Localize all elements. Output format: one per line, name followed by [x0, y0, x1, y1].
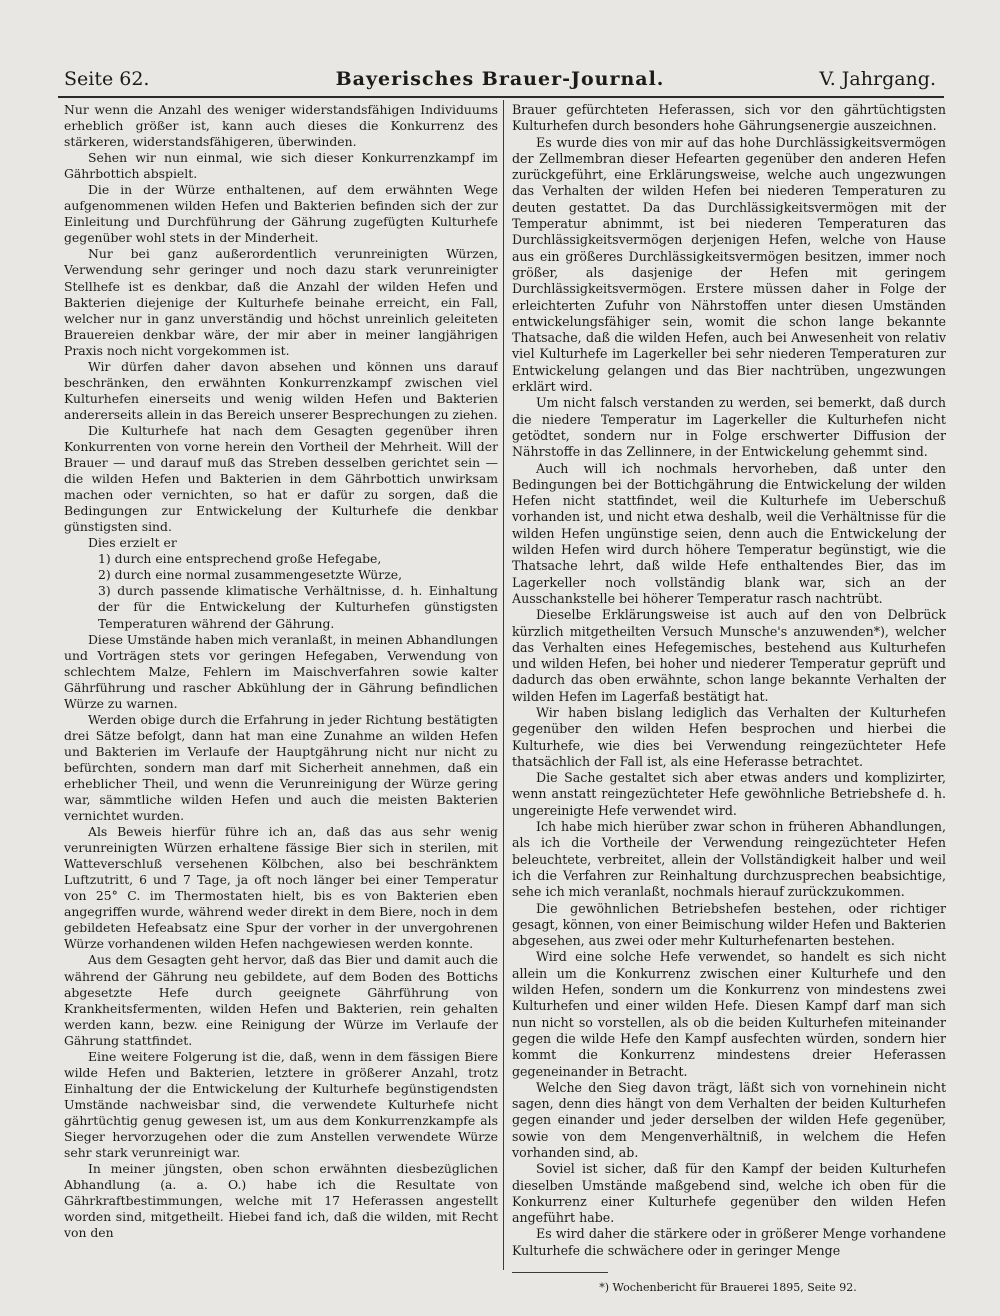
paragraph: Werden obige durch die Erfahrung in jeder Richtung bestätigten drei Sätze befolgt, dann hat man eine Zunahme an wilden Hefen und Bakterien im Verlaufe der Hauptgährung nicht nur nicht zu befürchten, sondern man darf mit Sicherheit annehmen, daß ein erheblicher Theil, und wenn die Verunreinigung der Würze gering war, sämmtliche wilden Hefen und auch die meisten Bakterien vernichtet wurden.: [64, 711, 498, 824]
paragraph: Die Kulturhefe hat nach dem Gesagten gegenüber ihren Konkurrenten von vorne herein den Vortheil der Mehrheit. Will der Brauer — und darauf muß das Streben desselben gerichtet sein — die wilden Hefen und Bakterien in dem Gährbottich unwirksam machen oder vernichten, so hat er dafür zu sorgen, daß die Bedingungen zur Entwickelung der Kulturhefe die denkbar günstigsten sind.: [64, 422, 498, 535]
paragraph: Dieselbe Erklärungsweise ist auch auf den von Delbrück kürzlich mitgetheilten Versuch Munsche's anzuwenden*), welcher das Verhalten eines Hefegemisches, bestehend aus Kulturhefen und wilden Hefen, bei hoher und niederer Temperatur geprüft und dadurch das oben erwähnte, schon lange bekannte Verhalten der wilden Hefen im Lagerfaß bestätigt hat.: [512, 607, 946, 704]
list-item: 2) durch eine normal zusammengesetzte Würze,: [98, 567, 403, 583]
footnote: *) Wochenbericht für Brauerei 1895, Seite 92.: [599, 1281, 857, 1294]
volume-label: V. Jahrgang.: [819, 68, 936, 90]
paragraph: Diese Umstände haben mich veranlaßt, in meinen Abhandlungen und Vorträgen stets vor geringen Hefegaben, Verwendung von schlechtem Malze, Fehlern im Maischverfahren sowie kalter Gährführung und rascher Abkühlung der in Gährung befindlichen Würze zu warnen.: [64, 631, 498, 711]
paragraph: Brauer gefürchteten Heferassen, sich vor den gährtüchtigsten Kulturhefen durch besonders hohe Gährungsenergie auszeichnen.: [512, 102, 946, 134]
paragraph: Welche den Sieg davon trägt, läßt sich von vornehinein nicht sagen, denn dies hängt von dem Verhalten der beiden Kulturhefen gegen einander und jeder derselben der wilden Hefe gegenüber, sowie von dem Mengenverhältniß, in welchem die Hefen vorhanden sind, ab.: [512, 1079, 946, 1160]
paragraph: Sehen wir nun einmal, wie sich dieser Konkurrenzkampf im Gährbottich abspielt.: [64, 150, 498, 182]
left-column: [64, 102, 498, 1262]
right-column: [512, 102, 946, 1262]
paragraph: Es wurde dies von mir auf das hohe Durchlässigkeitsvermögen der Zellmembran dieser Hefearten gegenüber den anderen Hefen zurückgeführt, eine Erklärungsweise, welche auch ungezwungen das Verhalten der wilden Hefen bei niederen Temperaturen zu deuten gestattet. Da das Durchlässigkeitsvermögen mit der Temperatur abnimmt, ist bei niederen Temperaturen das Durchlässigkeitsvermögen derjenigen Hefen, welche von Hause aus ein größeres Durchlässigkeitsvermögen besitzen, immer noch größer, als dasjenige der Hefen mit geringem Durchlässigkeitsvermögen. Erstere müssen daher in Folge der erleichterten Zufuhr von Nährstoffen unter diesen Umständen entwickelungsfähiger sein, womit die schon lange bekannte Thatsache, daß die wilden Hefen, auch bei Anwesenheit von relativ viel Kulturhefe im Lagerkeller bei sehr niederen Temperaturen zur Entwickelung gelangen und das Bier nachtrüben, ungezwungen erklärt wird.: [512, 134, 946, 395]
paragraph: Die gewöhnlichen Betriebshefen bestehen, oder richtiger gesagt, können, von einer Beimischung wilder Hefen und Bakterien abgesehen, aus zwei oder mehr Kulturhefenarten bestehen.: [512, 900, 946, 949]
list-item: 1) durch eine entsprechend große Hefegabe,: [98, 551, 382, 567]
paragraph: Eine weitere Folgerung ist die, daß, wenn in dem fässigen Biere wilde Hefen und Bakterien, letztere in größerer Anzahl, trotz Einhaltung der die Entwickelung der Kulturhefe begünstigendsten Umstände nachweisbar sind, die verwendete Kulturhefe nicht gährtüchtig genug gewesen ist, um aus dem Konkurrenzkampfe als Sieger hervorzugehen oder die zum Anstellen verwendete Würze sehr stark verunreinigt war.: [64, 1048, 498, 1161]
paragraph: Nur bei ganz außerordentlich verunreinigten Würzen, Verwendung sehr geringer und noch dazu stark verunreinigter Stellhefe ist es denkbar, daß die Anzahl der wilden Hefen und Bakterien diejenige der Kulturhefe beinahe erreicht, ein Fall, welcher nur in ganz unverständig und höchst unreinlich geleiteten Brauereien denkbar wäre, der mir aber in meiner langjährigen Praxis noch nicht vorgekommen ist.: [64, 246, 498, 358]
paragraph: Dies erzielt er: [88, 535, 177, 551]
paragraph: Die Sache gestaltet sich aber etwas anders und komplizirter, wenn anstatt reingezüchteter Hefe gewöhnliche Betriebshefe d. h. ungereinigte Hefe verwendet wird.: [512, 770, 946, 818]
paragraph: Soviel ist sicher, daß für den Kampf der beiden Kulturhefen dieselben Umstände maßgebend sind, welche ich oben für die Konkurrenz einer Kulturhefe gegenüber den wilden Hefen angeführt habe.: [512, 1161, 946, 1226]
header-rule: [58, 96, 944, 98]
paragraph: Die in der Würze enthaltenen, auf dem erwähnten Wege aufgenommenen wilden Hefen und Bakterien befinden sich der zur Einleitung und Durchführung der Gährung zugefügten Kulturhefe gegenüber wohl stets in der Minderheit.: [64, 182, 498, 246]
paragraph: Wir dürfen daher davon absehen und können uns darauf beschränken, den erwähnten Konkurrenzkampf zwischen viel Kulturhefen einerseits und wenig wilden Hefen und Bakterien andererseits allein in das Bereich unserer Besprechungen zu ziehen.: [64, 358, 498, 422]
paragraph: Auch will ich nochmals hervorheben, daß unter den Bedingungen bei der Bottichgährung die Entwickelung der wilden Hefen nicht stattfindet, weil die Kulturhefe im Ueberschuß vorhanden ist, und nicht etwa deshalb, weil die Verhältnisse für die wilden Hefen ungünstige seien, denn auch die Entwickelung der wilden Hefen wird durch höhere Temperatur begünstigt, wie die Thatsache lehrt, daß wilde Hefe enthaltendes Bier, das im Lagerkeller noch vollständig blank war, sich an der Ausschankstelle bei höherer Temperatur rasch nachtrübt.: [512, 460, 946, 606]
list-item: 3) durch passende klimatische Verhältnisse, d. h. Einhaltung der für die Entwickelung der Kulturhefen günstigsten Temperaturen während der Gährung.: [98, 583, 498, 631]
paragraph: Als Beweis hierfür führe ich an, daß das aus sehr wenig verunreinigten Würzen erhaltene fässige Bier sich in sterilen, mit Watteverschluß versehenen Kölbchen, also bei beschränktem Luftzutritt, 6 und 7 Tage, ja oft noch länger bei einer Temperatur von 25° C. im Thermostaten hielt, bis es von Bakterien eben angegriffen wurde, während weder direkt in dem Biere, noch in dem gebildeten Hefeabsatz eine Spur der vorher in der unvergohrenen Würze vorhandenen wilden Hefen nachgewiesen werden konnte.: [64, 824, 498, 952]
paragraph: Nur wenn die Anzahl des weniger widerstandsfähigen Individuums erheblich größer ist, kann auch dieses die Konkurrenz des stärkeren, widerstandsfähigeren, überwinden.: [64, 102, 498, 150]
page-header: [64, 66, 936, 92]
paragraph: Um nicht falsch verstanden zu werden, sei bemerkt, daß durch die niedere Temperatur im Lagerkeller die Kulturhefen nicht getödtet, sondern nur in Folge erschwerter Diffusion der Nährstoffe in das Zellinnere, in der Entwickelung gehemmt sind.: [512, 395, 946, 460]
paragraph: Wird eine solche Hefe verwendet, so handelt es sich nicht allein um die Konkurrenz zwischen einer Kulturhefe und den wilden Hefen, sondern um die Konkurrenz von mindestens zwei Kulturhefen und einer wilden Hefe. Diesen Kampf darf man sich nun nicht so vorstellen, als ob die beiden Kulturhefen miteinander gegen die wilde Hefe den Kampf ausfechten würden, sondern hier kommt die Konkurrenz mindestens dreier Heferassen gegeneinander in Betracht.: [512, 949, 946, 1079]
column-divider: [503, 100, 504, 1270]
footnote-rule: [512, 1272, 608, 1273]
paragraph: In meiner jüngsten, oben schon erwähnten diesbezüglichen Abhandlung (a. a. O.) habe ich die Resultate von Gährkraftbestimmungen, welche mit 17 Heferassen angestellt worden sind, mitgetheilt. Hiebei fand ich, daß die wilden, mit Recht von den: [64, 1161, 498, 1241]
journal-title: Bayerisches Brauer-Journal.: [335, 68, 665, 90]
paragraph: Wir haben bislang lediglich das Verhalten der Kulturhefen gegenüber den wilden Hefen besprochen und hierbei die Kulturhefe, wie dies bei Verwendung reingezüchteter Hefe thatsächlich der Fall ist, als eine Heferasse betrachtet.: [512, 704, 946, 769]
paragraph: Ich habe mich hierüber zwar schon in früheren Abhandlungen, als ich die Vortheile der Verwendung reingezüchteter Hefen beleuchtete, verbreitet, allein der Vollständigkeit halber und weil ich die Verfahren zur Reinhaltung durchzusprechen beabsichtige, sehe ich mich veranlaßt, nochmals hierauf zurückzukommen.: [512, 819, 946, 900]
page-number: Seite 62.: [64, 68, 150, 90]
paragraph: Aus dem Gesagten geht hervor, daß das Bier und damit auch die während der Gährung neu gebildete, auf dem Boden des Bottichs abgesetzte Hefe durch geeignete Gährführung von Krankheitsfermenten, wilden Hefen und Bakterien, rein gehalten werden kann, bezw. eine Reinigung der Würze im Verlaufe der Gährung stattfindet.: [64, 952, 498, 1048]
paragraph: Es wird daher die stärkere oder in größerer Menge vorhandene Kulturhefe die schwächere oder in geringer Menge: [512, 1226, 946, 1258]
